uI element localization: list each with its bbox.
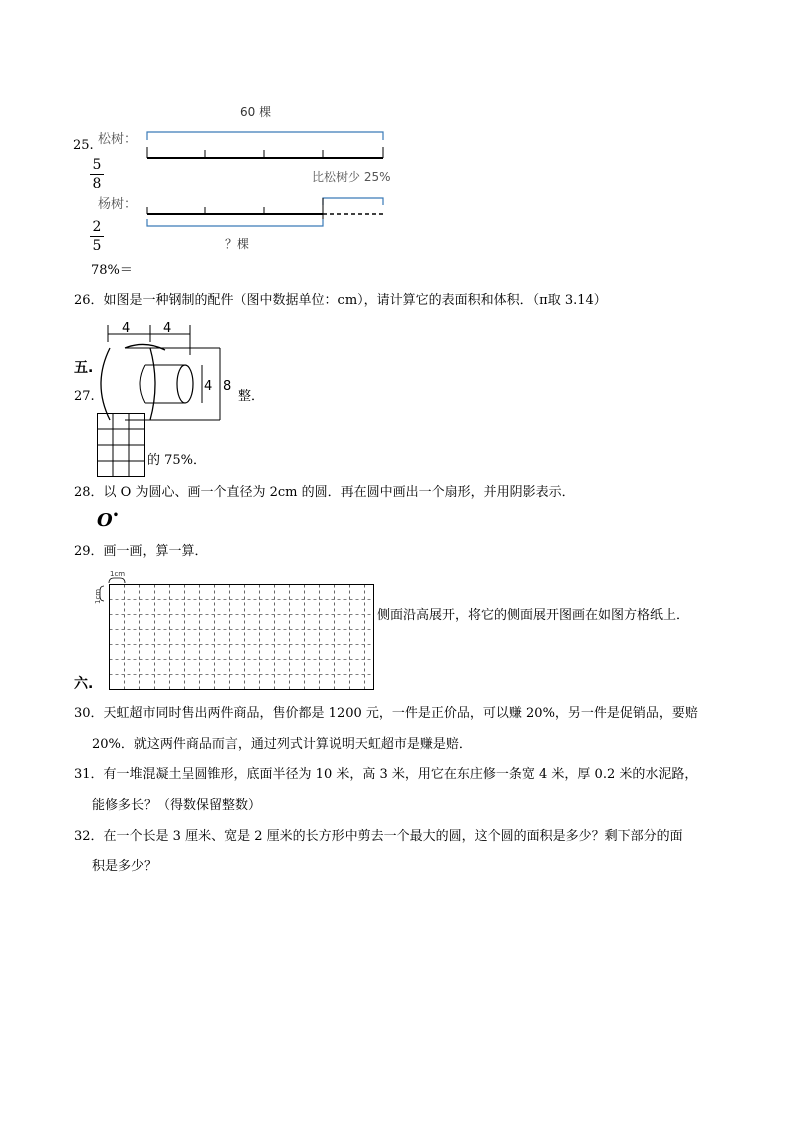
fraction-5-8: 5 8: [90, 157, 104, 192]
q31-line2: 能修多长？（得数保留整数）: [92, 798, 262, 813]
center-point-o: O•: [97, 510, 120, 531]
q27-tail2: 的 75%．: [147, 453, 207, 468]
diff-label: 比松树少 25%: [312, 170, 391, 184]
section-5-heading: 五.: [74, 360, 94, 376]
q25-percent-line: 78%＝: [91, 263, 133, 278]
section-6-heading: 六.: [74, 676, 94, 692]
q30-line1: 30．天虹超市同时售出两件商品，售价都是 1200 元，一件是正价品，可以赚 20%，另一件是促销品，要赔: [74, 706, 698, 721]
poplar-label: 杨树：: [98, 197, 138, 212]
total-label: 60 棵: [240, 105, 272, 119]
q28-text: 28．以 O 为圆心、画一个直径为 2cm 的圆．再在圆中画出一个扇形，并用阴影表示．: [74, 485, 575, 500]
unit-top-label: 1cm: [110, 570, 126, 578]
dim-inner: 4: [204, 379, 213, 394]
q29-grid-figure: [92, 566, 377, 694]
diff-brace: [323, 198, 383, 205]
total-brace: [147, 132, 383, 140]
grid-3x4: [97, 413, 145, 477]
q31-line1: 31．有一堆混凝土呈圆锥形，底面半径为 10 米，高 3 米，用它在东庄修一条宽 4 米，厚 0.2 米的水泥路，: [74, 767, 698, 782]
tape-diagram: [70, 95, 410, 265]
q29-tail: 侧面沿高展开，将它的侧面展开图画在如图方格纸上．: [377, 608, 690, 623]
q27-grid: [97, 413, 145, 481]
q27-number: 27.: [74, 389, 95, 404]
square-grid-paper: [92, 566, 377, 694]
dim-a: 4: [122, 321, 131, 336]
pine-label: 松树：: [98, 132, 138, 147]
fraction-2-5: 2 5: [90, 219, 104, 254]
unknown-brace: [147, 219, 323, 226]
q32-line2: 积是多少？: [92, 859, 158, 874]
q27-tail1: 整．: [238, 389, 265, 404]
q26-text: 26．如图是一种钢制的配件（图中数据单位：cm），请计算它的表面积和体积．（π取 3.14）: [74, 293, 607, 308]
dim-outer: 8: [223, 379, 232, 394]
dim-b: 4: [163, 321, 172, 336]
q25-number: 25.: [73, 138, 94, 153]
unit-side-label: 1cm: [94, 588, 102, 604]
q32-line1: 32．在一个长是 3 厘米、宽是 2 厘米的长方形中剪去一个最大的圆，这个圆的面积是多少？剩下部分的面: [74, 829, 683, 844]
unknown-label: ？棵: [225, 237, 250, 251]
q29-text: 29．画一画，算一算．: [74, 544, 208, 559]
q25-figure: [70, 95, 410, 275]
q30-line2: 20%．就这两件商品而言，通过列式计算说明天虹超市是赚是赔．: [92, 737, 472, 752]
